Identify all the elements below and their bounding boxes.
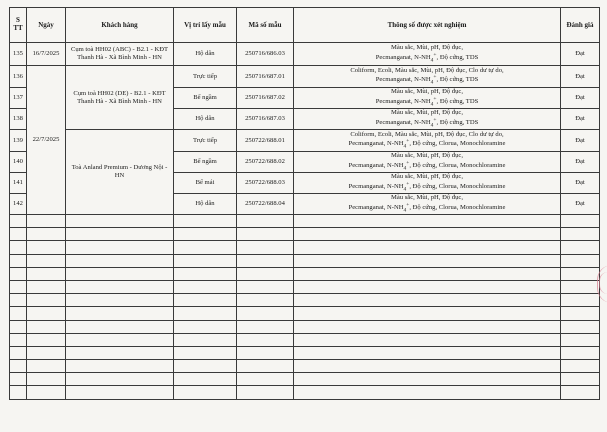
cell-rating: Đạt [561,173,600,194]
params-line-2 [295,74,559,86]
empty-row [10,373,600,386]
empty-cell [237,228,294,241]
cell-parameters [294,152,561,173]
empty-cell [294,333,561,346]
empty-cell [294,228,561,241]
params-text: Pecmanganat, N-NH [348,162,404,170]
empty-cell [27,307,66,320]
params-line-2 [295,181,559,193]
empty-cell [10,280,27,293]
empty-cell [66,294,174,307]
cell-rating: Đạt [561,43,600,66]
empty-cell [561,320,600,333]
empty-cell [237,320,294,333]
empty-cell [237,215,294,228]
empty-cell [174,241,237,254]
empty-row [10,307,600,320]
table-row [10,66,600,88]
cell-parameters [294,66,561,88]
params-text: , Độ cứng, Clorua, Monochloramine [409,162,506,170]
empty-cell [237,280,294,293]
cell-parameters [294,109,561,130]
empty-cell [294,307,561,320]
params-line-2 [295,138,559,150]
empty-cell [174,280,237,293]
superscript: + [406,180,410,187]
empty-cell [66,373,174,386]
empty-cell [10,215,27,228]
cell-sample-code: 250722/688.03 [237,173,294,194]
subscript: 4 [403,207,407,214]
empty-cell [27,333,66,346]
cell-sample-code: 250722/688.04 [237,194,294,215]
empty-cell [174,294,237,307]
cell-sample-code: 250716/687.03 [237,109,294,130]
subscript: 4 [430,79,434,86]
cell-date-merged [27,66,66,215]
empty-cell [27,241,66,254]
empty-cell [237,373,294,386]
empty-cell [561,215,600,228]
empty-cell [561,360,600,373]
cell-parameters [294,130,561,152]
cell-stt: 137 [10,88,27,109]
params-text: , Độ cứng, TDS [436,98,479,106]
empty-cell [27,215,66,228]
cell-location: Bể ngầm [174,152,237,173]
empty-cell [66,320,174,333]
header-rating: Đánh giá [561,8,600,43]
table-row [10,43,600,66]
empty-cell [27,267,66,280]
params-line-1: Coliform, Ecoli, Màu sắc, Mùi, pH, Độ đục, Clo dư tự do, [350,66,504,74]
empty-cell [237,386,294,399]
params-line-1: Màu sắc, Mùi, pH, Độ đục, [391,88,463,96]
empty-cell [66,346,174,359]
header-date: Ngày [27,8,66,43]
empty-cell [174,307,237,320]
params-text: , Độ cứng, TDS [436,76,479,84]
empty-row [10,346,600,359]
empty-cell [10,360,27,373]
params-text: , Độ cứng, TDS [436,119,479,127]
cell-location: Hộ dân [174,109,237,130]
params-line-1: Màu sắc, Mùi, pH, Độ đục, [391,152,463,160]
empty-cell [10,333,27,346]
cell-stt: 135 [10,43,27,66]
empty-cell [10,307,27,320]
empty-cell [27,280,66,293]
empty-cell [561,333,600,346]
empty-cell [66,267,174,280]
empty-row [10,280,600,293]
subscript: 4 [430,122,434,129]
params-text: , Độ cứng, TDS [436,54,479,62]
cell-stt: 142 [10,194,27,215]
params-text: Pecmanganat, N-NH [375,98,431,106]
cell-date: 16/7/2025 [27,43,66,66]
superscript: + [433,116,437,123]
empty-cell [561,373,600,386]
cell-stt: 136 [10,66,27,88]
cell-rating: Đạt [561,88,600,109]
empty-cell [237,241,294,254]
empty-row [10,267,600,280]
superscript: + [433,95,437,102]
empty-cell [561,254,600,267]
empty-cell [237,346,294,359]
empty-cell [561,241,600,254]
empty-cell [27,360,66,373]
superscript: + [433,51,437,58]
empty-cell [561,267,600,280]
params-line-1: Màu sắc, Mùi, pH, Độ đục, [391,109,463,117]
empty-cell [174,228,237,241]
empty-row [10,241,600,254]
params-text: , Độ cứng, Clorua, Monochloramine [409,183,506,191]
empty-cell [561,386,600,399]
empty-cell [561,307,600,320]
params-line-2 [295,117,559,129]
empty-cell [561,228,600,241]
empty-cell [174,267,237,280]
empty-cell [237,360,294,373]
cell-parameters [294,194,561,215]
params-line-1: Màu sắc, Mùi, pH, Độ đục, [391,173,463,181]
params-line-1: Coliform, Ecoli, Màu sắc, Mùi, pH, Độ đục, Clo dư tự do, [350,130,504,138]
empty-cell [294,241,561,254]
empty-row [10,386,600,399]
header-sample-code: Mã số mẫu [237,8,294,43]
empty-cell [27,228,66,241]
subscript: 4 [403,186,407,193]
superscript: + [406,138,410,145]
empty-cell [294,320,561,333]
empty-cell [237,333,294,346]
cell-rating: Đạt [561,109,600,130]
params-text: Pecmanganat, N-NH [375,76,431,84]
empty-row [10,215,600,228]
params-line-2 [295,202,559,214]
empty-cell [66,307,174,320]
cell-parameters [294,88,561,109]
date-value: 22/7/2025 [32,136,60,144]
empty-cell [27,373,66,386]
params-text: Pecmanganat, N-NH [375,119,431,127]
cell-sample-code: 250716/687.01 [237,66,294,88]
cell-location: Hộ dân [174,43,237,66]
sample-log-table [9,7,600,400]
empty-cell [237,267,294,280]
params-text: Pecmanganat, N-NH [375,54,431,62]
empty-cell [66,333,174,346]
empty-cell [294,215,561,228]
empty-cell [66,386,174,399]
empty-cell [174,254,237,267]
empty-cell [66,241,174,254]
cell-parameters [294,173,561,194]
superscript: + [433,74,437,81]
empty-row [10,320,600,333]
empty-cell [174,360,237,373]
empty-cell [10,254,27,267]
empty-cell [294,386,561,399]
empty-cell [66,215,174,228]
empty-row [10,254,600,267]
cell-location: Bể mái [174,173,237,194]
empty-cell [561,280,600,293]
cell-sample-code: 250716/687.02 [237,88,294,109]
cell-sample-code: 250722/688.02 [237,152,294,173]
empty-cell [174,215,237,228]
empty-cell [294,346,561,359]
empty-cell [174,373,237,386]
header-customer: Khách hàng [66,8,174,43]
empty-cell [237,307,294,320]
cell-rating: Đạt [561,194,600,215]
params-line-2 [295,160,559,172]
empty-row [10,294,600,307]
superscript: + [406,201,410,208]
subscript: 4 [430,57,434,64]
empty-cell [10,386,27,399]
empty-cell [294,267,561,280]
params-text: Pecmanganat, N-NH [348,183,404,191]
empty-cell [294,360,561,373]
empty-cell [66,280,174,293]
empty-row [10,360,600,373]
cell-rating: Đạt [561,130,600,152]
red-stamp-mark-inner [599,272,607,294]
empty-cell [174,346,237,359]
empty-cell [10,267,27,280]
params-line-2 [295,96,559,108]
subscript: 4 [403,165,407,172]
cell-customer: Cụm toà HH02 (DE) - B2.1 - KĐT Thanh Hà - Xã Bình Minh - HN [66,66,174,130]
empty-cell [561,294,600,307]
empty-cell [66,254,174,267]
empty-cell [174,320,237,333]
header-stt: S TT [10,8,27,43]
cell-customer: Toà Anland Premium - Dương Nội - HN [66,130,174,215]
empty-cell [10,320,27,333]
params-text: Pecmanganat, N-NH [348,204,404,212]
params-line-1: Màu sắc, Mùi, pH, Độ đục, [391,194,463,202]
empty-cell [294,280,561,293]
empty-cell [561,346,600,359]
cell-parameters [294,43,561,66]
cell-location: Hộ dân [174,194,237,215]
empty-cell [66,360,174,373]
cell-rating: Đạt [561,152,600,173]
params-line-1: Màu sắc, Mùi, pH, Độ đục, [391,44,463,52]
params-line-2 [295,52,559,64]
empty-cell [294,373,561,386]
empty-cell [294,294,561,307]
empty-cell [237,294,294,307]
cell-sample-code: 250716/686.03 [237,43,294,66]
empty-cell [174,386,237,399]
params-text: Pecmanganat, N-NH [348,140,404,148]
cell-location: Bể ngầm [174,88,237,109]
empty-cell [294,254,561,267]
empty-cell [27,386,66,399]
cell-sample-code: 250722/688.01 [237,130,294,152]
empty-cell [10,373,27,386]
empty-cell [27,254,66,267]
cell-customer: Cụm toà HH02 (ABC) - B2.1 - KĐT Thanh Hà - Xã Bình Minh - HN [66,43,174,66]
empty-cell [10,241,27,254]
subscript: 4 [403,143,407,150]
cell-stt: 139 [10,130,27,152]
header-location: Vị trí lấy mẫu [174,8,237,43]
table-header-row [10,8,600,43]
empty-cell [10,294,27,307]
empty-cell [10,346,27,359]
empty-cell [27,320,66,333]
params-text: , Độ cứng, Clorua, Monochloramine [409,204,506,212]
empty-cell [237,254,294,267]
empty-cell [174,333,237,346]
cell-stt: 138 [10,109,27,130]
cell-stt: 141 [10,173,27,194]
cell-rating: Đạt [561,66,600,88]
cell-stt: 140 [10,152,27,173]
empty-cell [27,294,66,307]
empty-row [10,333,600,346]
cell-location: Trực tiếp [174,66,237,88]
table-row [10,130,600,152]
cell-location: Trực tiếp [174,130,237,152]
header-parameters: Thông số được xét nghiệm [294,8,561,43]
empty-cell [66,228,174,241]
subscript: 4 [430,101,434,108]
empty-cell [27,346,66,359]
empty-row [10,228,600,241]
params-text: , Độ cứng, Clorua, Monochloramine [409,140,506,148]
superscript: + [406,159,410,166]
empty-cell [10,228,27,241]
